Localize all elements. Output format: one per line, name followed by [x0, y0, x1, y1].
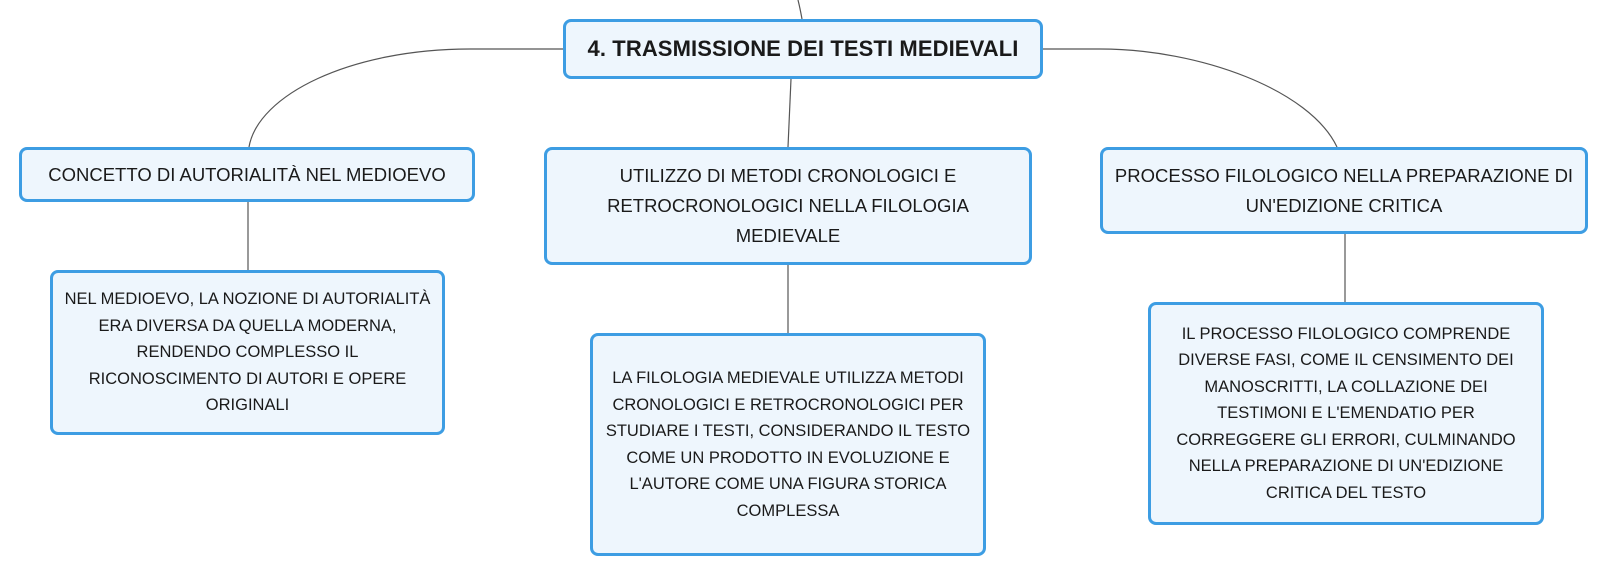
topic-node-label: UTILIZZO DI METODI CRONOLOGICI E RETROCRONOLOGICI NELLA FILOLOGIA MEDIEVALE [607, 165, 969, 246]
connector-root-to-metodi [788, 79, 791, 147]
topic-node-label: CONCETTO DI AUTORIALITÀ NEL MEDIOEVO [48, 163, 446, 185]
detail-node-text: LA FILOLOGIA MEDIEVALE UTILIZZA METODI CRONOLOGICI E RETROCRONOLOGICI PER STUDIARE I TESTI, CONSIDERANDO IL TESTO COME UN PRODOTTO IN EVOLUZIONE E L'AUTORE COME UNA FIGURA STORICA COMPLESSA [605, 369, 971, 520]
detail-node-metodi[interactable] [590, 333, 986, 556]
topic-node-autorialita[interactable] [19, 147, 475, 202]
detail-node-text: IL PROCESSO FILOLOGICO COMPRENDE DIVERSE FASI, COME IL CENSIMENTO DEI MANOSCRITTI, LA COLLAZIONE DEI TESTIMONI E L'EMENDATIO PER CORREGGERE GLI ERRORI, CULMINANDO NELLA PREPARAZIONE DI UN'EDIZIONE CRITICA DEL TESTO [1176, 324, 1516, 502]
root-node[interactable] [563, 19, 1043, 79]
root-node-label: 4. TRASMISSIONE DEI TESTI MEDIEVALI [587, 36, 1019, 61]
connector-root-to-autorialita [249, 49, 563, 147]
topic-node-metodi[interactable] [544, 147, 1032, 265]
detail-node-text: NEL MEDIOEVO, LA NOZIONE DI AUTORIALITÀ ERA DIVERSA DA QUELLA MODERNA, RENDENDO COMPLESSO IL RICONOSCIMENTO DI AUTORI E OPERE ORIGINALI [64, 290, 431, 415]
detail-node-autorialita[interactable] [50, 270, 445, 435]
connector-root-to-processo [1043, 49, 1337, 147]
topic-node-processo[interactable] [1100, 147, 1588, 234]
topic-node-label: PROCESSO FILOLOGICO NELLA PREPARAZIONE DI UN'EDIZIONE CRITICA [1114, 164, 1574, 216]
connector-parent-to-root [798, 0, 802, 19]
detail-node-processo[interactable] [1148, 302, 1544, 525]
